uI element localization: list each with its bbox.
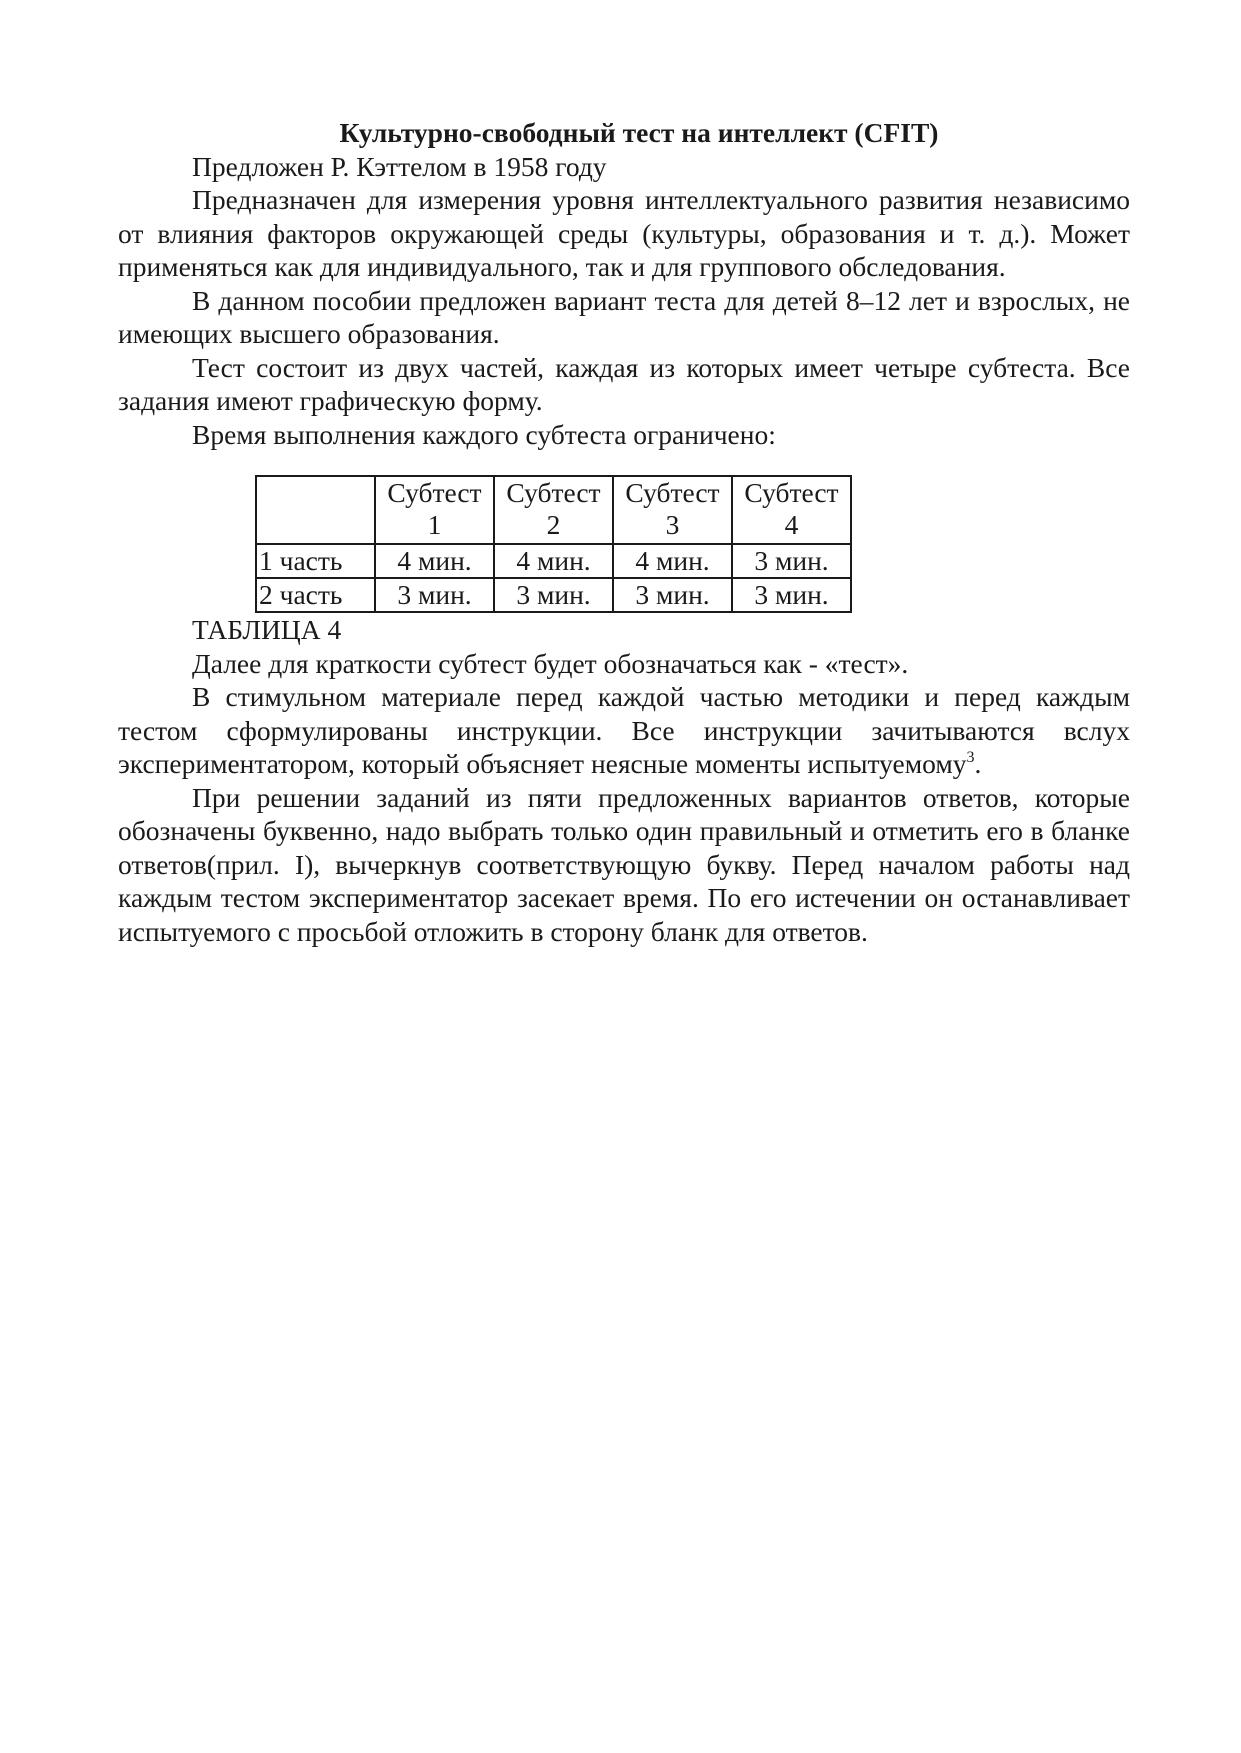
table-cell: 3 мин. <box>375 578 494 612</box>
paragraph-purpose: Предназначен для измерения уровня интеллектуального развития независимо от влияния факторов окружающей среды (культуры, образования и т. д.). Может применяться как для индивидуального, так и для группового обследования. <box>118 184 1130 282</box>
document-title: Культурно-свободный тест на интеллект (CFIT) <box>339 117 939 148</box>
table-cell: 3 мин. <box>732 578 851 612</box>
paragraph-time-limit: Время выполнения каждого субтеста ограничено: <box>192 418 776 450</box>
time-limits-table <box>255 475 852 613</box>
table-row <box>256 578 851 612</box>
table-caption: ТАБЛИЦА 4 <box>192 614 342 645</box>
document-page <box>118 116 1130 948</box>
table-header-cell: Субтест 2 <box>494 476 613 544</box>
table-header-cell: Субтест 4 <box>732 476 851 544</box>
table-cell: 4 мин. <box>375 544 494 578</box>
table-cell: 3 мин. <box>732 544 851 578</box>
paragraph-structure: Тест состоит из двух частей, каждая из которых имеет четыре субтеста. Все задания имеют графическую форму. <box>118 351 1130 416</box>
paragraph-abbreviation: Далее для краткости субтест будет обозначаться как - «тест». <box>192 647 909 679</box>
table-header-cell: Субтест 1 <box>375 476 494 544</box>
table-cell: 4 мин. <box>494 544 613 578</box>
footnote-marker: 3 <box>966 749 975 766</box>
paragraph-procedure: При решении заданий из пяти предложенных вариантов ответов, которые обозначены буквенно, надо выбрать только один правильный и отметить его в бланке ответов(прил. I), вычеркнув соответствующую букву. Перед началом работы над каждым тестом экспериментатор засекает время. По его истечении он останавливает испытуемого с просьбой отложить в сторону бланк для ответов. <box>118 781 1130 947</box>
table-header-row <box>256 476 851 544</box>
paragraph-instructions: В стимульном материале перед каждой частью методики и перед каждым тестом сформулированы инструкции. Все инструкции зачитываются вслух экспериментатором, который объясняет неясные моменты испытуемому$^3$. <box>118 681 1130 779</box>
table-cell: 3 мин. <box>613 578 732 612</box>
spacer <box>118 451 1130 475</box>
table-header-cell: Субтест 3 <box>613 476 732 544</box>
paragraph-author: Предложен Р. Кэттелом в 1958 году <box>192 150 607 182</box>
table-cell: 4 мин. <box>613 544 732 578</box>
table-row-label: 2 часть <box>256 578 375 612</box>
table-row-label: 1 часть <box>256 544 375 578</box>
table-row <box>256 544 851 578</box>
table-cell: 3 мин. <box>494 578 613 612</box>
paragraph-audience: В данном пособии предложен вариант теста для детей 8–12 лет и взрослых, не имеющих высшего образования. <box>118 284 1130 349</box>
table-corner-cell <box>256 476 375 544</box>
